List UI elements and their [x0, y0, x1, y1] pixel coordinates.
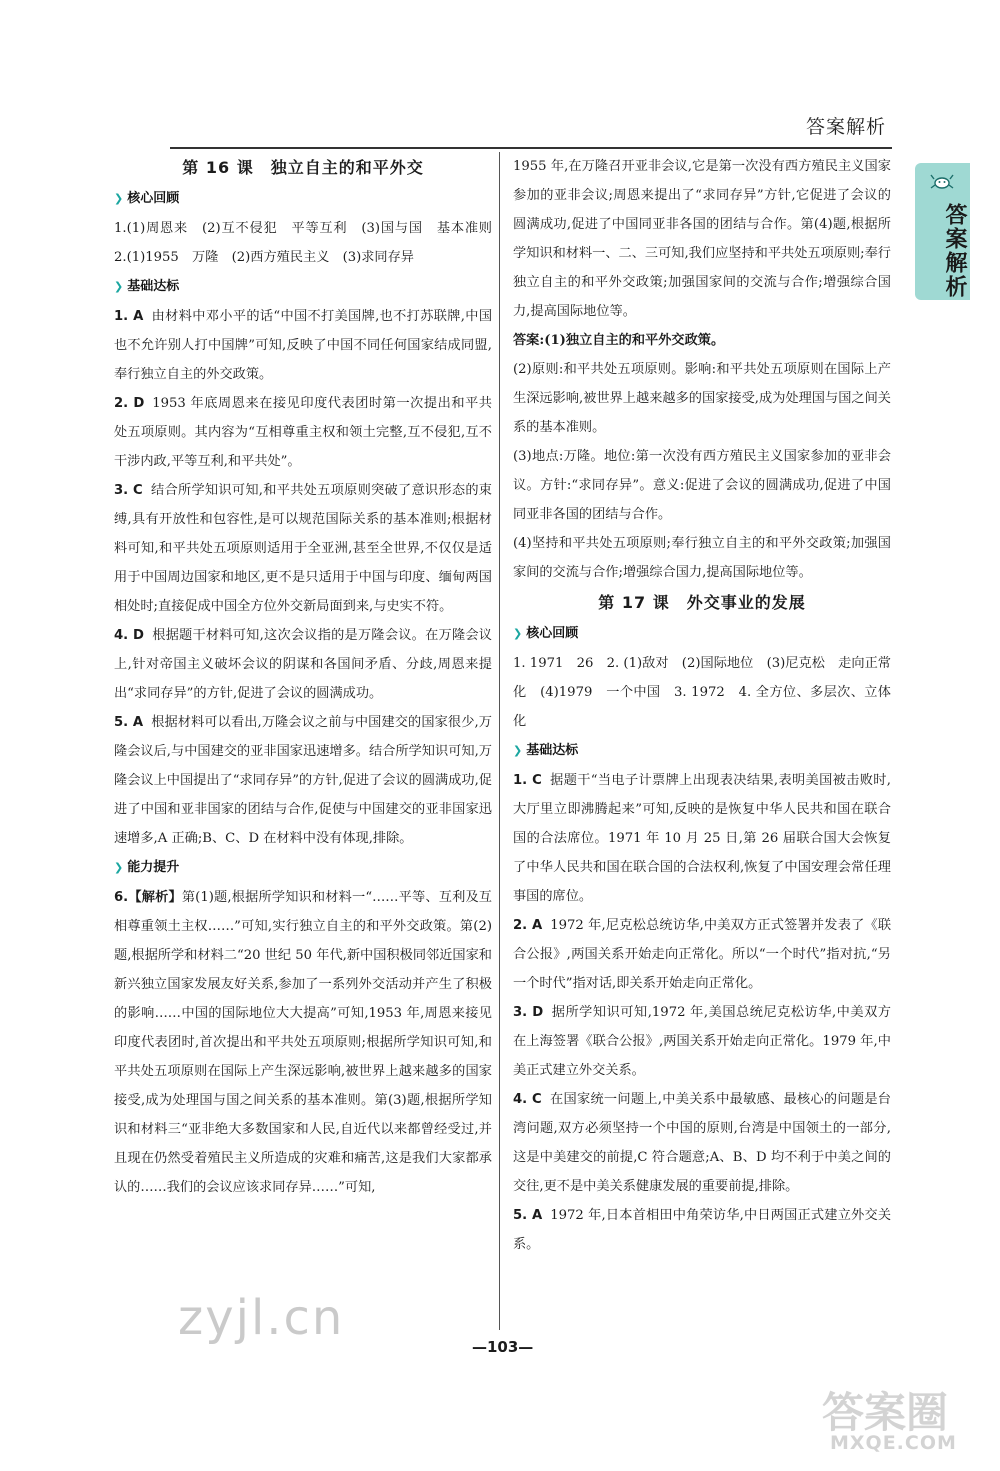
header-rule — [170, 147, 892, 149]
answer-item — [114, 708, 492, 853]
right-column — [513, 152, 891, 1259]
answer-explanation: 1972 年,日本首相田中角荣访华,中日两国正式建立外交关系。 — [513, 1208, 892, 1252]
answer-explanation: 第(1)题,根据所学知识和材料一“……平等、互利及互相尊重领土主权……”可知,实行独立自主的和平外交政策。第(2)题,根据所学和材料二“20 世纪 50 年代,新中国积极同邻近国家和新兴独立国家发展友好关系,参加了一系列外交活动并产生了积极的影响……中国的国际地位大大提高”可知,1953 年,周恩来接见印度代表团时,首次提出和平共处五项原则;根据所学知识可知,和平共处五项原则在国际上产生深远影响,被世界上越来越多的国家接受,成为处理国与国之间关系的基本准则。第(3)题,根据所学知识和材料三“亚非绝大多数国家和人民,自近代以来都曾经受过,并且现在仍然受着殖民主义所造成的灾难和痛苦,这是我们大家都承认的……我们的会议应该求同存异……”可知, — [114, 890, 492, 1195]
chevron-right-icon: ❯ — [513, 627, 523, 640]
answer-explanation: 据所学知识可知,1972 年,美国总统尼克松访华,中美双方在上海签署《联合公报》,两国关系开始走向正常化。1979 年,中美正式建立外交关系。 — [513, 1005, 891, 1078]
answer-explanation: 根据题干材料可知,这次会议指的是万隆会议。在万隆会议上,针对帝国主义破坏会议的阴谋和各国间矛盾、分歧,周恩来提出“求同存异”的方针,促进了会议的圆满成功。 — [114, 628, 492, 701]
answer-number: 5. A — [513, 1208, 543, 1223]
core-review-label: 核心回顾 — [526, 626, 579, 641]
answer-line: 答案:(1)独立自主的和平外交政策。 — [513, 333, 725, 348]
answer-number: 4. D — [114, 628, 144, 643]
answer-number: 2. D — [114, 396, 145, 411]
lesson-17-title: 第 17 课 外交事业的发展 — [598, 593, 806, 612]
side-tab — [915, 163, 970, 300]
basic-label: 基础达标 — [526, 743, 579, 758]
basic-heading — [513, 736, 891, 766]
header-title: 答案解析 — [806, 116, 887, 138]
answer-explanation: 根据材料可以看出,万隆会议之前与中国建交的国家很少,万隆会议后,与中国建交的亚非国家迅速增多。结合所学知识可知,万隆会议上中国提出了“求同存异”的方针,促进了会议的圆满成功,促进了中国和亚非国家的团结与合作,促使与中国建交的亚非国家迅速增多,A 正确;B、C、D 在材料中没有体现,排除。 — [114, 715, 492, 846]
answer-item — [513, 998, 891, 1085]
continuation-text: 1955 年,在万隆召开亚非会议,它是第一次没有西方殖民主义国家参加的亚非会议;周恩来提出了“求同存异”方针,它促进了会议的圆满成功,促进了中国同亚非各国的团结与合作。第(4)题,根据所学知识和材料一、二、三可知,我们应坚持和平共处五项原则;奉行独立自主的和平外交政策;加强国家间的交流与合作;增强综合国力,提高国际地位等。 — [513, 159, 891, 319]
answer-number: 4. C — [513, 1092, 542, 1107]
answer-item — [114, 883, 492, 1202]
chevron-right-icon: ❯ — [513, 744, 523, 757]
answer-number: 1. C — [513, 773, 542, 788]
side-tab-label: 答案解析 — [942, 203, 967, 299]
ability-label: 能力提升 — [127, 860, 180, 875]
chevron-right-icon: ❯ — [114, 192, 124, 205]
answer-line: (3)地点:万隆。地位:第一次没有西方殖民主义国家参加的亚非会议。方针:“求同存异”。意义:促进了会议的圆满成功,促进了中国同亚非各国的团结与合作。 — [513, 449, 891, 522]
answer-item — [114, 302, 492, 389]
answer-number: 5. A — [114, 715, 144, 730]
column-divider — [499, 152, 500, 1330]
ability-heading — [114, 853, 492, 883]
answer-number: 6.【解析】 — [114, 890, 182, 905]
core-review-text: 1. 1971 26 2. (1)敌对 (2)国际地位 (3)尼克松 走向正常化 (4)1979 一个中国 3. 1972 4. 全方位、多层次、立体化 — [513, 656, 891, 729]
answer-item — [513, 766, 891, 911]
answer-explanation: 据题干“当电子计票牌上出现表决结果,表明美国被击败时,大厅里立即沸腾起来”可知,反映的是恢复中华人民共和国在联合国的合法席位。1971 年 10 月 25 日,第 26 届联合国大会恢复了中华人民共和国在联合国的合法权利,恢复了中国安理会常任理事国的席位。 — [513, 773, 891, 904]
watermark-logo: 答案圈 — [822, 1388, 949, 1437]
chevron-right-icon: ❯ — [114, 861, 124, 874]
answer-item — [513, 1085, 891, 1201]
left-column — [114, 152, 506, 1202]
answer-explanation: 由材料中邓小平的话“中国不打美国牌,也不打苏联牌,中国也不允许别人打中国牌”可知,反映了中国不同任何国家结成同盟,奉行独立自主的外交政策。 — [114, 309, 493, 382]
basic-heading — [114, 272, 492, 302]
answer-item — [114, 389, 492, 476]
answer-explanation: 1972 年,尼克松总统访华,中美双方正式签署并发表了《联合公报》,两国关系开始走向正常化。所以“一个时代”指对抗,“另一个时代”指对话,即关系开始走向正常化。 — [513, 918, 892, 991]
lesson-16-title: 第 16 课 独立自主的和平外交 — [182, 158, 424, 177]
answer-line: (2)原则:和平共处五项原则。影响:和平共处五项原则在国际上产生深远影响,被世界上越来越多的国家接受,成为处理国与国之间关系的基本准则。 — [513, 362, 891, 435]
core-review-text: 1.(1)周恩来 (2)互不侵犯 平等互利 (3)国与国 基本准则 2.(1)1955 万隆 (2)西方殖民主义 (3)求同存异 — [114, 221, 506, 265]
core-review-heading — [114, 184, 492, 214]
answer-line: (4)坚持和平共处五项原则;奉行独立自主的和平外交政策;加强国家间的交流与合作;增强综合国力,提高国际地位等。 — [513, 536, 891, 580]
page-number: —103— — [472, 1338, 534, 1356]
chevron-right-icon: ❯ — [114, 280, 124, 293]
answer-number: 2. A — [513, 918, 543, 933]
watermark-site: zyjl.cn — [178, 1290, 345, 1346]
answer-item — [513, 911, 891, 998]
core-review-label: 核心回顾 — [127, 191, 180, 206]
answer-number: 1. A — [114, 309, 144, 324]
answer-explanation: 结合所学知识可知,和平共处五项原则突破了意识形态的束缚,具有开放性和包容性,是可以规范国际关系的基本准则;根据材料可知,和平共处五项原则适用于全亚洲,甚至全世界,不仅仅是适用于中国周边国家和地区,更不是只适用于中国与印度、缅甸两国相处时;直接促成中国全方位外交新局面到来,与史实不符。 — [114, 483, 492, 614]
answer-item — [513, 1201, 891, 1259]
answer-item — [114, 621, 492, 708]
basic-label: 基础达标 — [127, 279, 180, 294]
crab-icon — [930, 173, 954, 191]
answer-item — [114, 476, 492, 621]
answer-explanation: 在国家统一问题上,中美关系中最敏感、最核心的问题是台湾问题,双方必须坚持一个中国的原则,台湾是中国领土的一部分,这是中美建交的前提,C 符合题意;A、B、D 均不利于中美之间的交往,更不是中美关系健康发展的重要前提,排除。 — [513, 1092, 891, 1194]
answer-number: 3. C — [114, 483, 143, 498]
answer-number: 3. D — [513, 1005, 544, 1020]
answer-explanation: 1953 年底周恩来在接见印度代表团时第一次提出和平共处五项原则。其内容为“互相尊重主权和领土完整,互不侵犯,互不干涉内政,平等互利,和平共处”。 — [114, 396, 492, 469]
core-review-heading — [513, 619, 891, 649]
watermark-url: MXQE.COM — [830, 1432, 957, 1454]
